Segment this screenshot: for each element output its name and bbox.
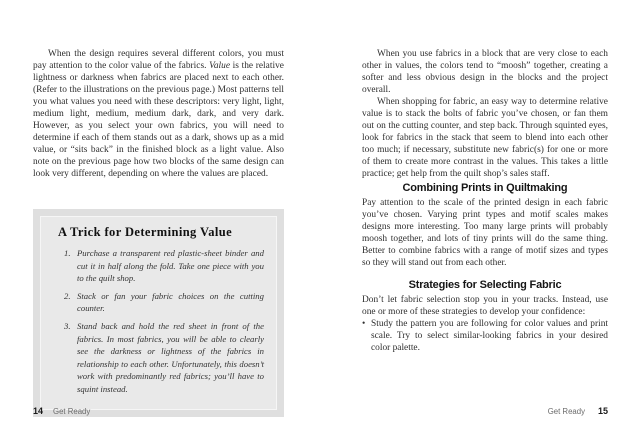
item-number: 1. (64, 248, 71, 258)
page-right (362, 48, 608, 354)
page-number: 14 (33, 406, 44, 416)
right-body-paragraph-2: When shopping for fabric, an easy way to determine relative value is to stack the bolts of fabric you’ve chosen, or fan them out on the cutting counter, and step back. Through squinted eyes, look for fabrics in the stack that seem to blend into each other too much; if necessary, substitute new fabric(s) for one or more of them to create more contrast in the values. This takes a little practice; get help from the quilt shop’s sales staff. (362, 97, 608, 179)
paragraph-text: When the design requires several different colors, you must pay attention to the color value of the fabrics. (33, 49, 284, 71)
item-text: Stack or fan your fabric choices on the cutting counter. (77, 290, 264, 314)
page-footer-left (33, 406, 90, 416)
section-body-combining-prints: Pay attention to the scale of the printed design in each fabric you’ve chosen. Varying print types and motif scales makes designs more interesting. Too many large prints will probably moosh together, and lots of tiny prints will do the same thing. Better to combine fabrics with a range of motif sizes and types so they will stand out from each other. (362, 198, 608, 268)
item-text: Stand back and hold the red sheet in front of the fabrics. In most fabrics, you will be able to clearly see the darkness or lightness of the fabrics in relationship to each other. Unfortunately, this doesn’t work with predominantly red fabrics; you’ll have to squint instead. (77, 320, 264, 394)
section-body-strategies: Don’t let fabric selection stop you in your tracks. Instead, use one or more of these strategies to develop your confidence: (362, 295, 608, 317)
page-footer-right (548, 406, 608, 416)
section-heading-combining-prints: Combining Prints in Quiltmaking (402, 182, 568, 194)
left-body-paragraph (33, 48, 284, 180)
box-title: A Trick for Determining Value (58, 225, 233, 239)
value-trick-box (33, 209, 284, 417)
right-body-paragraph-1: When you use fabrics in a block that are very close to each other in values, the colors tend to “moosh” together, creating a softer and less obvious design in the blocks and the project overall. (362, 49, 608, 95)
running-header-section: Get Ready (53, 407, 91, 416)
item-number: 2. (64, 290, 71, 301)
running-header-section: Get Ready (547, 407, 585, 416)
bullet-item (362, 318, 608, 354)
item-text: Purchase a transparent red plastic-sheet binder and cut it in half along the fold. Take one piece with you to the quilt shop. (77, 248, 264, 284)
list-item (57, 290, 264, 315)
section-heading-strategies: Strategies for Selecting Fabric (408, 279, 562, 291)
paragraph-text: is the relative lightness or darkness when fabrics are placed next to each other. (Refer to the illustrations on the previous page.) Most patterns tell you what values you need with these descriptors: very light, light, medium light, medium, medium dark, dark, and very dark. However, as you select your own fabrics, you will need to determine if each of them stands out as a dark, shows up as a mid value, or “sits back” in the finished block as a light value. Also note on the previous page how two blocks of the same design can look very different, depending on where the values are placed. (33, 61, 284, 179)
page-left (33, 48, 284, 417)
value-trick-box-inner (40, 216, 277, 410)
page-number: 15 (597, 406, 608, 416)
list-item (57, 320, 264, 396)
list-item (57, 247, 264, 285)
bullet-marker: • (362, 319, 366, 329)
trick-steps-list (57, 247, 264, 396)
bullet-text: Study the pattern you are following for color values and print scale. Try to select similar-looking fabrics in your desired color palette. (371, 319, 608, 353)
item-number: 3. (64, 320, 71, 331)
italic-term-value: Value (209, 61, 231, 71)
